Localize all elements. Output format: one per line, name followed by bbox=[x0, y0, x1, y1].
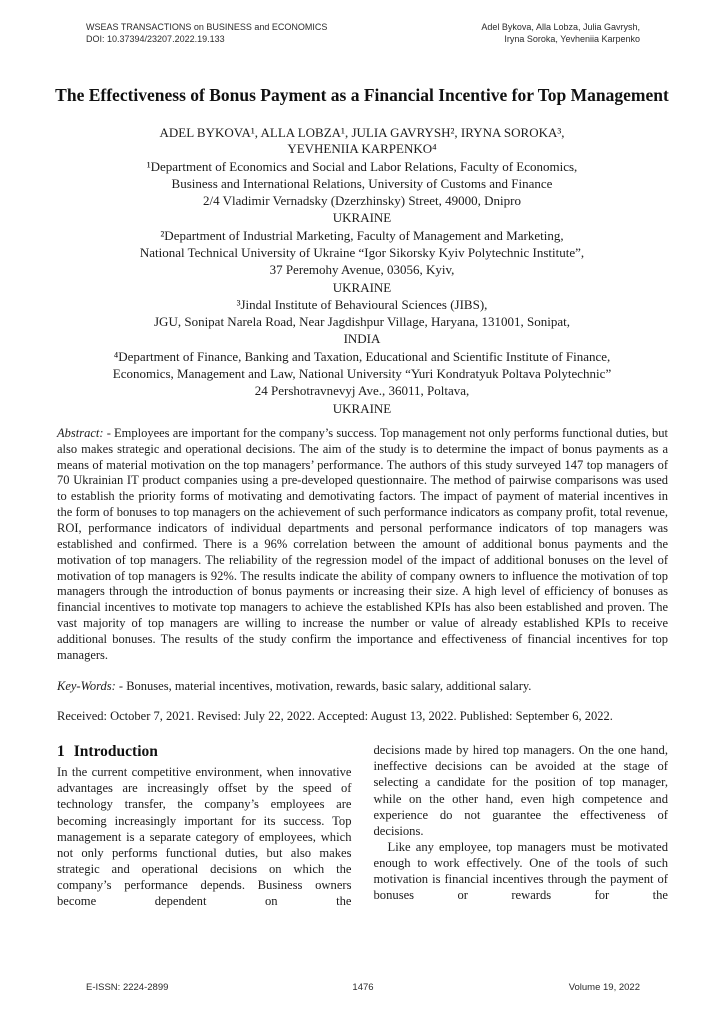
affiliation-line: JGU, Sonipat Narela Road, Near Jagdishpur Village, Haryana, 131001, Sonipat, bbox=[154, 314, 570, 330]
running-authors-line2: Iryna Soroka, Yevheniia Karpenko bbox=[504, 33, 640, 44]
affiliation-line: Economics, Management and Law, National University “Yuri Kondratyuk Poltava Polytechnic” bbox=[112, 366, 612, 382]
abstract-text: - Employees are important for the company’s success. Top management not only performs functional duties, but also makes strategic and operational decisions. The aim of the study is to determine the impact of bonus payments as a means of material motivation on the top managers’ performance. The authors of this study surveyed 147 top managers of 70 Ukrainian IT product companies using a pre-developed questionnaire. The method of pairwise comparisons was used to establish the priority forms of motivating and demotivating factors. The impact of payment of material incentives in the form of bonuses to top managers on the achievement of such performance indicators as company profit, total revenue, ROI, performance indicators of individual departments and personal performance indicators of top managers was established and confirmed. There is a 96% correlation between the amount of additional bonus payments and the motivation of top managers. The reliability of the regression model of the impact of additional bonuses on the level of motivation of top managers is 92%. The results indicate the ability of company owners to influence the motivation of top managers through the introduction of bonus payments or increasing their size. A high level of efficiency of bonuses as financial incentives to motivate top managers to achieve the established KPIs has also been established and proven. The vast majority of top managers are willing to increase the number or value of already established KPIs to receive additional bonuses. The results of the study confirm the importance and effectiveness of financial incentives for top managers. bbox=[57, 425, 668, 662]
page-footer bbox=[86, 982, 640, 993]
affiliation-line: National Technical University of Ukraine “Igor Sikorsky Kyiv Polytechnic Institute”, bbox=[139, 244, 585, 260]
keywords-text: - Bonuses, material incentives, motivation, rewards, basic salary, additional salary. bbox=[118, 678, 532, 693]
affiliation-line: 2/4 Vladimir Vernadsky (Dzerzhinsky) Street, 49000, Dnipro bbox=[203, 193, 521, 209]
intro-paragraph-1: In the current competitive environment, when innovative advantages are increasingly offset by the speed of technology transfer, the company’s employees are becoming increasingly important for its success. Top management is a separate category of employees, which not only performs functional duties, but also makes strategic and operational decisions on which the company’s performance depends. Business owners become dependent on the bbox=[57, 765, 352, 909]
affiliation-line: 37 Peremohy Avenue, 03056, Kyiv, bbox=[269, 262, 455, 278]
affiliation-line: UKRAINE bbox=[332, 210, 392, 226]
footer-volume: Volume 19, 2022 bbox=[568, 982, 640, 993]
running-authors-line1: Adel Bykova, Alla Lobza, Julia Gavrysh, bbox=[481, 22, 640, 32]
affiliation-line: ⁴Department of Finance, Banking and Taxation, Educational and Scientific Institute of Finance, bbox=[113, 348, 611, 364]
journal-name: WSEAS TRANSACTIONS on BUSINESS and ECONOMICS bbox=[86, 22, 328, 32]
paper-title: The Effectiveness of Bonus Payment as a Financial Incentive for Top Management bbox=[55, 85, 669, 105]
affiliation-line: INDIA bbox=[343, 331, 381, 347]
journal-header-block bbox=[86, 22, 327, 45]
footer-issn: E-ISSN: 2224-2899 bbox=[86, 982, 169, 993]
affiliation-line: ²Department of Industrial Marketing, Faculty of Management and Marketing, bbox=[160, 227, 564, 243]
intro-paragraph-2: decisions made by hired top managers. On the one hand, ineffective decisions can be avoided at the stage of selecting a candidate for the position of top manager, while on the other hand, even high competence and experience do not guarantee the effectiveness of decisions. bbox=[373, 743, 668, 838]
affiliation-line: ³Jindal Institute of Behavioural Sciences (JIBS), bbox=[236, 296, 488, 312]
affiliation-line: ¹Department of Economics and Social and Labor Relations, Faculty of Economics, bbox=[146, 158, 578, 174]
keywords bbox=[57, 679, 668, 695]
keywords-label: Key-Words: bbox=[57, 678, 119, 693]
author-line-2: YEVHENIIA KARPENKO⁴ bbox=[287, 140, 437, 156]
affiliation-line: Business and International Relations, University of Customs and Finance bbox=[171, 175, 553, 191]
author-line-1: ADEL BYKOVA¹, ALLA LOBZA¹, JULIA GAVRYSH², IRYNA SOROKA³, bbox=[159, 124, 565, 140]
section-title: Introduction bbox=[73, 743, 158, 761]
two-column-body bbox=[57, 742, 668, 909]
section-number: 1 bbox=[57, 743, 65, 761]
affiliation-line: UKRAINE bbox=[332, 400, 392, 416]
dates-line: Received: October 7, 2021. Revised: July 22, 2022. Accepted: August 13, 2022. Published: September 6, 2022. bbox=[57, 709, 613, 724]
doi: DOI: 10.37394/23207.2022.19.133 bbox=[86, 33, 225, 44]
left-column bbox=[57, 742, 352, 909]
affiliations-block bbox=[40, 158, 684, 417]
affiliation-line: UKRAINE bbox=[332, 279, 392, 295]
footer-page-number: 1476 bbox=[352, 982, 374, 993]
intro-paragraph-3: Like any employee, top managers must be motivated enough to work effectively. One of the tools of such motivation is financial incentives through the payment of bonuses or rewards for the bbox=[373, 839, 668, 903]
abstract-label: Abstract: bbox=[57, 425, 107, 440]
affiliation-line: 24 Pershotravnevyj Ave., 36011, Poltava, bbox=[254, 383, 470, 399]
author-list bbox=[0, 125, 724, 157]
running-authors-block bbox=[481, 22, 640, 45]
front-matter bbox=[57, 426, 668, 725]
section-heading-introduction bbox=[57, 742, 352, 761]
running-header bbox=[86, 22, 640, 45]
right-column bbox=[374, 742, 669, 909]
abstract bbox=[57, 426, 668, 664]
